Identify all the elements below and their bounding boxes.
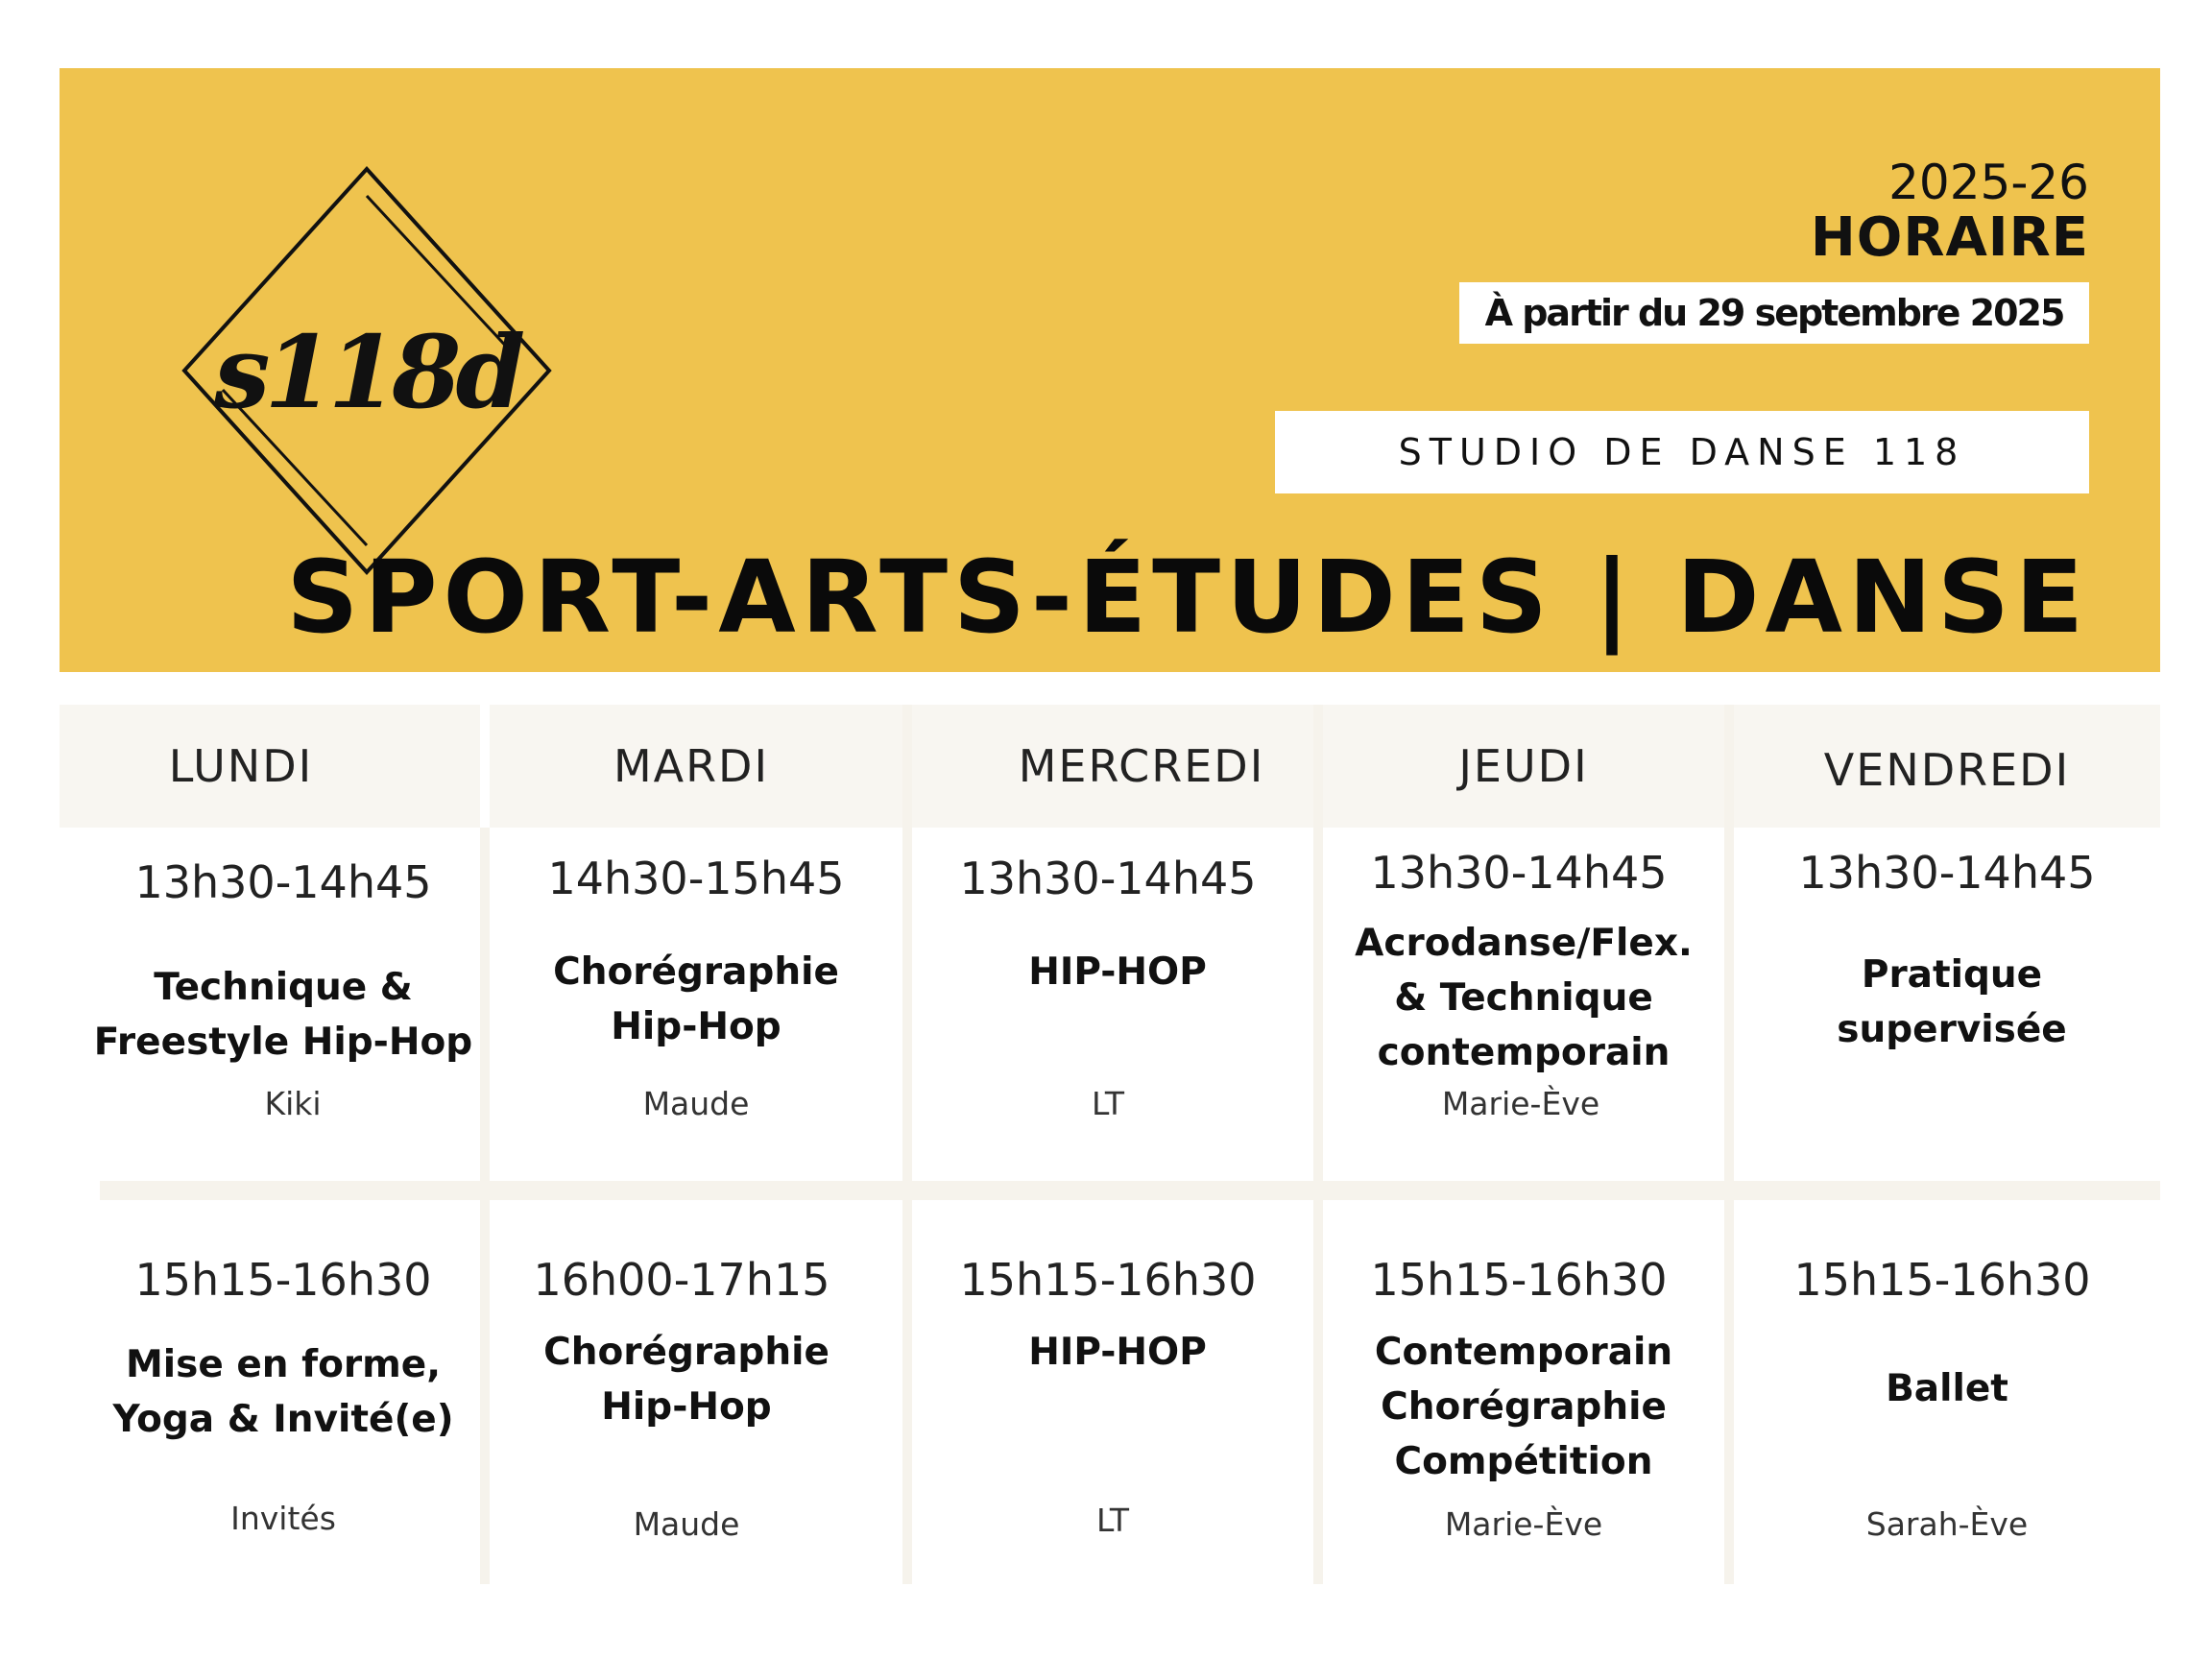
column-divider xyxy=(902,705,912,1584)
class-name: Ballet xyxy=(1886,1367,2008,1410)
schedule-cell-thursday-1 xyxy=(1323,828,1724,1181)
day-label: MERCREDI xyxy=(1018,740,1265,792)
teacher-name: Maude xyxy=(633,1505,740,1543)
class-time: 13h30-14h45 xyxy=(959,853,1257,904)
class-time: 13h30-14h45 xyxy=(134,856,432,908)
class-time: 16h00-17h15 xyxy=(533,1254,830,1306)
teacher-name: LT xyxy=(1096,1502,1129,1539)
schedule-cell-monday-2 xyxy=(86,1200,480,1584)
studio-logo xyxy=(180,159,554,582)
day-header-thursday xyxy=(1323,705,1724,828)
start-date-text: À partir du 29 septembre 2025 xyxy=(1484,292,2064,334)
class-name: Chorégraphie Hip-Hop xyxy=(543,1331,830,1429)
schedule-cell-friday-2 xyxy=(1734,1200,2160,1584)
class-name: Technique & Freestyle Hip-Hop xyxy=(93,966,473,1064)
diamond-logo-icon xyxy=(180,159,554,582)
day-header-wednesday xyxy=(912,705,1313,828)
schedule-cell-tuesday-2 xyxy=(490,1200,902,1584)
class-name: Pratique supervisée xyxy=(1837,953,2067,1051)
day-label: MARDI xyxy=(613,740,770,792)
class-time: 15h15-16h30 xyxy=(134,1254,432,1306)
class-name: Acrodanse/Flex. & Technique contemporain xyxy=(1355,922,1693,1074)
day-label: LUNDI xyxy=(168,740,314,792)
teacher-name: Maude xyxy=(642,1085,750,1122)
teacher-name: Marie-Ève xyxy=(1444,1505,1603,1543)
schedule-cell-wednesday-2 xyxy=(912,1200,1313,1584)
schedule-cell-monday-1 xyxy=(86,828,480,1181)
teacher-name: Marie-Ève xyxy=(1441,1085,1600,1122)
schedule-label: HORAIRE xyxy=(1810,206,2089,269)
schedule-cell-tuesday-1 xyxy=(490,828,902,1181)
svg-text:s118d: s118d xyxy=(213,313,520,431)
class-time: 15h15-16h30 xyxy=(959,1254,1257,1306)
teacher-name: Invités xyxy=(230,1500,336,1537)
class-name: HIP-HOP xyxy=(1028,950,1207,994)
class-time: 15h15-16h30 xyxy=(1793,1254,2091,1306)
school-year: 2025-26 xyxy=(1888,155,2089,210)
class-time: 13h30-14h45 xyxy=(1370,847,1668,899)
day-header-monday xyxy=(60,705,480,828)
teacher-name: LT xyxy=(1092,1085,1124,1122)
class-name: Chorégraphie Hip-Hop xyxy=(553,950,839,1048)
header-banner xyxy=(60,68,2160,672)
schedule-cell-wednesday-1 xyxy=(912,828,1313,1181)
studio-name-text: STUDIO DE DANSE 118 xyxy=(1398,431,1966,473)
column-divider xyxy=(1313,705,1323,1584)
class-name: HIP-HOP xyxy=(1028,1331,1207,1374)
day-label: JEUDI xyxy=(1458,740,1589,792)
day-header-friday xyxy=(1734,705,2160,828)
start-date-box xyxy=(1459,282,2089,344)
row-divider xyxy=(100,1181,2160,1200)
day-label: VENDREDI xyxy=(1823,744,2071,796)
teacher-name: Sarah-Ève xyxy=(1865,1505,2029,1543)
teacher-name: Kiki xyxy=(264,1085,322,1122)
class-time: 13h30-14h45 xyxy=(1798,847,2096,899)
class-time: 14h30-15h45 xyxy=(547,853,845,904)
schedule-cell-friday-1 xyxy=(1734,828,2160,1181)
class-name: Mise en forme, Yoga & Invité(e) xyxy=(112,1343,454,1441)
column-divider xyxy=(480,828,490,1584)
day-header-tuesday xyxy=(490,705,902,828)
column-divider xyxy=(1724,705,1734,1584)
page-title: SPORT-ARTS-ÉTUDES | DANSE xyxy=(286,539,2089,656)
schedule-cell-thursday-2 xyxy=(1323,1200,1724,1584)
class-name: Contemporain Chorégraphie Compétition xyxy=(1374,1331,1673,1483)
studio-name-box xyxy=(1275,411,2089,493)
class-time: 15h15-16h30 xyxy=(1370,1254,1668,1306)
